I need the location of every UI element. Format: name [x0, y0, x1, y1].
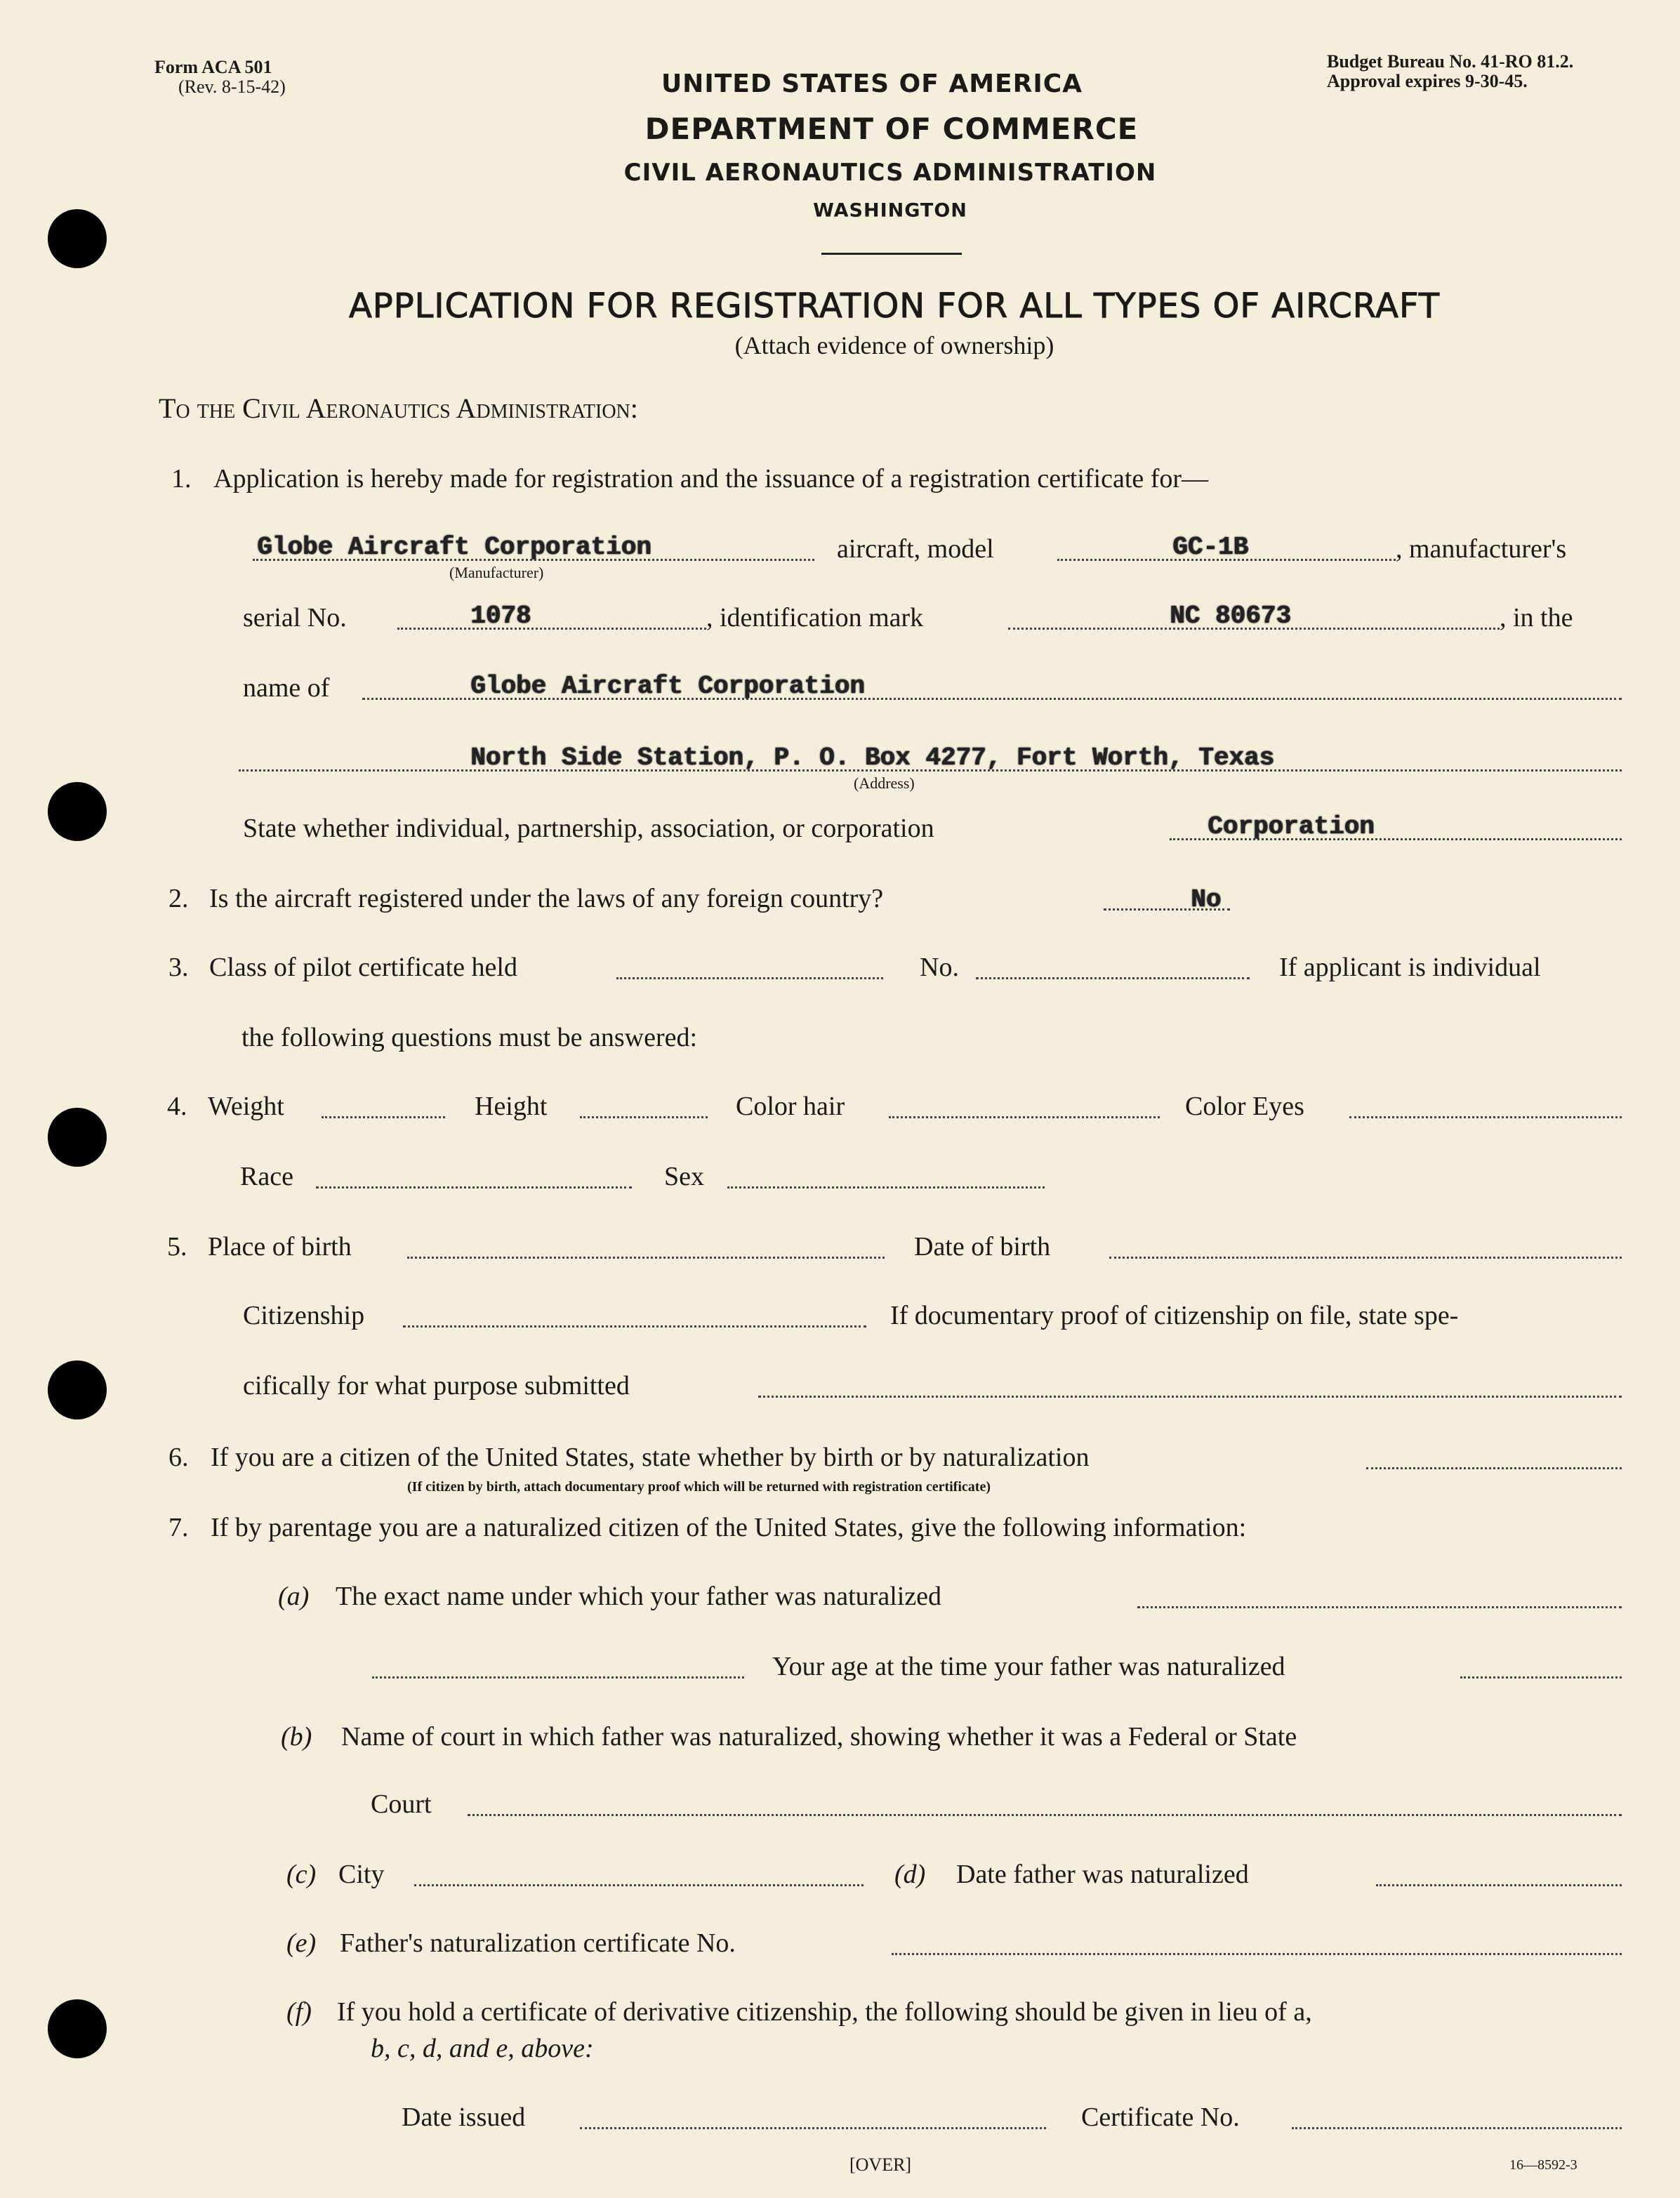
birthplace-field[interactable]	[407, 1257, 885, 1259]
address-value: North Side Station, P. O. Box 4277, Fort Worth, Texas	[470, 743, 1274, 773]
q7f-label: (f)	[286, 1997, 312, 2027]
proof-label: If documentary proof of citizenship on file, state spe-	[890, 1301, 1459, 1330]
q7f-text: If you hold a certificate of derivative citizenship, the following should be given in lieu of a,	[337, 1997, 1312, 2027]
serial-value: 1078	[470, 602, 531, 631]
father-name-field[interactable]	[1137, 1606, 1622, 1608]
q4-number: 4.	[167, 1092, 187, 1121]
q7f-text-2: b, c, d, and e, above:	[371, 2034, 594, 2063]
name-value: Globe Aircraft Corporation	[470, 672, 865, 701]
address-caption: (Address)	[854, 774, 915, 792]
purpose-field[interactable]	[758, 1396, 1622, 1398]
name-of-label: name of	[243, 673, 330, 703]
in-the-label: , in the	[1500, 603, 1573, 633]
q6-note: (If citizen by birth, attach documentary proof which will be returned with registration certificate)	[407, 1479, 991, 1495]
age-label: Your age at the time your father was naturalized	[772, 1652, 1285, 1681]
manufacturer-caption: (Manufacturer)	[449, 564, 544, 581]
city-field[interactable]	[414, 1884, 864, 1886]
punch-hole	[48, 782, 107, 841]
q2-number: 2.	[168, 884, 189, 913]
birthplace-label: Place of birth	[208, 1232, 352, 1262]
sex-field[interactable]	[727, 1186, 1045, 1189]
page-subtitle: (Attach evidence of ownership)	[734, 331, 1054, 359]
hair-field[interactable]	[889, 1116, 1160, 1118]
header-country: UNITED STATES OF AMERICA	[661, 69, 1083, 98]
q3-text: Class of pilot certificate held	[209, 953, 517, 982]
date-issued-field[interactable]	[580, 2127, 1046, 2129]
model-value: GC-1B	[1172, 533, 1249, 562]
q7a-label: (a)	[278, 1582, 310, 1611]
punch-hole	[48, 1999, 107, 2058]
weight-field[interactable]	[322, 1116, 445, 1118]
birthdate-label: Date of birth	[914, 1232, 1051, 1262]
birthdate-field[interactable]	[1109, 1257, 1622, 1259]
eyes-field[interactable]	[1349, 1116, 1622, 1118]
aircraft-model-label: aircraft, model	[837, 534, 994, 564]
punch-hole	[48, 209, 107, 268]
q6-number: 6.	[168, 1443, 189, 1472]
city-label: City	[338, 1860, 385, 1889]
budget-bureau: Budget Bureau No. 41-RO 81.2.	[1327, 51, 1574, 72]
purpose-label: cifically for what purpose submitted	[243, 1371, 630, 1401]
individual-label: If applicant is individual	[1279, 953, 1541, 982]
height-field[interactable]	[580, 1116, 708, 1118]
q7c-label: (c)	[286, 1860, 317, 1889]
pilot-no-field[interactable]	[976, 977, 1250, 979]
father-name-field-2[interactable]	[372, 1676, 744, 1679]
manufacturer-value: Globe Aircraft Corporation	[257, 533, 652, 562]
court-field[interactable]	[468, 1814, 1622, 1816]
cert-no-field[interactable]	[1292, 2127, 1622, 2129]
q5-number: 5.	[167, 1232, 187, 1262]
entity-type-label: State whether individual, partnership, association, or corporation	[243, 814, 934, 843]
q7e-label: (e)	[286, 1928, 317, 1958]
q7e-text: Father's naturalization certificate No.	[340, 1928, 736, 1958]
manufacturers-label: , manufacturer's	[1396, 534, 1567, 564]
q7-text: If by parentage you are a naturalized citizen of the United States, give the following information:	[211, 1513, 1247, 1542]
ident-label: , identification mark	[706, 603, 924, 633]
weight-label: Weight	[208, 1092, 284, 1121]
height-label: Height	[475, 1092, 548, 1121]
q7-number: 7.	[168, 1513, 189, 1542]
certificate-no-field[interactable]	[892, 1953, 1622, 1955]
eyes-label: Color Eyes	[1185, 1092, 1304, 1121]
form-revision: (Rev. 8-15-42)	[178, 77, 286, 97]
date-issued-label: Date issued	[402, 2103, 526, 2132]
pilot-no-label: No.	[920, 953, 959, 982]
q7b-text: Name of court in which father was naturalized, showing whether it was a Federal or State	[341, 1722, 1297, 1752]
pilot-class-field[interactable]	[616, 977, 883, 979]
header-city: WASHINGTON	[813, 199, 967, 222]
q1-text: Application is hereby made for registration and the issuance of a registration certificate for—	[213, 464, 1209, 494]
citizenship-method-field[interactable]	[1366, 1467, 1622, 1469]
race-field[interactable]	[316, 1186, 632, 1189]
header-agency: CIVIL AERONAUTICS ADMINISTRATION	[623, 159, 1157, 187]
hair-label: Color hair	[736, 1092, 845, 1121]
punch-hole	[48, 1360, 107, 1419]
q2-text: Is the aircraft registered under the laws of any foreign country?	[209, 884, 884, 913]
q3-number: 3.	[168, 953, 189, 982]
over-label: [OVER]	[849, 2154, 912, 2175]
foreign-value: No	[1191, 885, 1222, 915]
race-label: Race	[240, 1162, 293, 1191]
citizenship-label: Citizenship	[243, 1301, 365, 1330]
q1-number: 1.	[171, 464, 192, 494]
citizenship-field[interactable]	[403, 1325, 866, 1328]
age-field[interactable]	[1460, 1676, 1622, 1679]
naturalized-date-field[interactable]	[1376, 1884, 1622, 1886]
header-department: DEPARTMENT OF COMMERCE	[644, 112, 1139, 146]
salutation: To the Civil Aeronautics Administration:	[159, 392, 638, 424]
divider	[821, 253, 962, 255]
cert-no-label: Certificate No.	[1081, 2103, 1240, 2132]
q7d-text: Date father was naturalized	[956, 1860, 1249, 1889]
q6-text: If you are a citizen of the United States, state whether by birth or by naturalization	[211, 1443, 1090, 1472]
form-number: Form ACA 501	[154, 57, 272, 77]
q7a-text: The exact name under which your father was naturalized	[336, 1582, 942, 1611]
entity-type-value: Corporation	[1208, 812, 1375, 842]
page-title: APPLICATION FOR REGISTRATION FOR ALL TYPES OF AIRCRAFT	[348, 286, 1441, 326]
form-code: 16—8592-3	[1509, 2157, 1578, 2173]
approval-expires: Approval expires 9-30-45.	[1327, 71, 1528, 91]
ident-value: NC 80673	[1170, 602, 1291, 631]
court-label: Court	[371, 1789, 432, 1819]
sex-label: Sex	[664, 1162, 704, 1191]
q7b-label: (b)	[281, 1722, 312, 1752]
serial-label: serial No.	[243, 603, 347, 633]
punch-hole	[48, 1108, 107, 1167]
serial-field[interactable]	[397, 628, 706, 630]
following-label: the following questions must be answered:	[242, 1023, 698, 1052]
q7d-label: (d)	[894, 1860, 926, 1889]
